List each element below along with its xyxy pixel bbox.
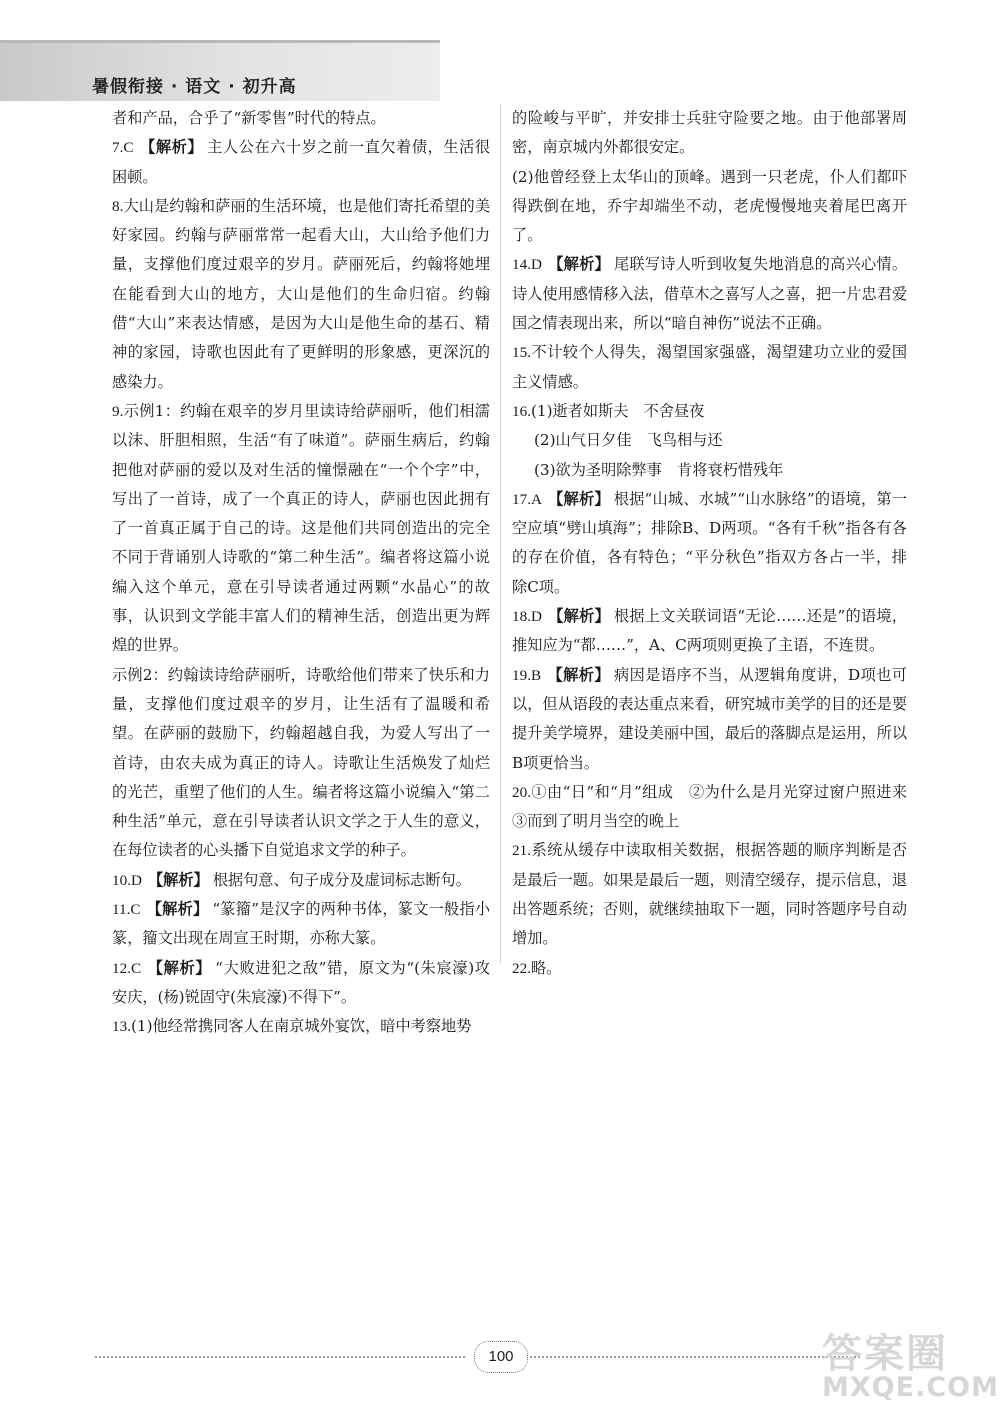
answer-item xyxy=(112,397,490,661)
answer-number: 10.D xyxy=(112,871,142,889)
footer-dotted-line xyxy=(530,1356,860,1358)
watermark-url: MXQE.COM xyxy=(822,1372,999,1403)
answer-item xyxy=(512,485,907,602)
answer-text: 系统从缓存中读取相关数据，根据答题的顺序判断是否是最后一题。如果是最后一题，则清空缓存，提示信息，退出答题系统；否则，就继续抽取下一题，同时答题序号自动增加。 xyxy=(512,841,907,948)
answer-text: “大败进犯之敌”错，原文为“(朱宸濠)攻安庆，(杨)锐固守(朱宸濠)不得下”。 xyxy=(112,958,490,1006)
answer-item xyxy=(512,397,907,426)
answer-text: (2)山气日夕佳 飞鸟相与还 xyxy=(534,431,723,450)
answer-number: 14.D xyxy=(512,256,542,274)
analysis-tag: 【解析】 xyxy=(547,607,610,626)
answer-number: 15. xyxy=(512,344,531,362)
answer-item xyxy=(512,338,907,397)
answer-text: 不计较个人得失，渴望国家强盛，渴望建功立业的爱国主义情感。 xyxy=(512,343,907,391)
answer-number: 13. xyxy=(112,1018,131,1036)
analysis-tag: 【解析】 xyxy=(147,870,209,889)
answer-item xyxy=(512,426,907,455)
answer-item xyxy=(512,954,907,983)
answer-number: 8. xyxy=(112,197,124,215)
analysis-tag: 【解析】 xyxy=(146,900,209,919)
answer-number: 17.A xyxy=(512,490,542,508)
answer-text: 根据上文关联词语“无论……还是”的语境，推知应为“都……”，A、C两项则更换了主语，不连贯。 xyxy=(512,607,907,655)
answer-text: 尾联写诗人听到收复失地消息的高兴心情。诗人使用感情移入法，借草木之喜写人之喜，把一片忠君爱国之情表现出来，所以“暗自神伤”说法不正确。 xyxy=(512,255,908,333)
watermark-text: 答案圈 xyxy=(822,1331,948,1377)
answer-number: 22. xyxy=(512,959,531,977)
answer-item xyxy=(112,661,490,866)
watermark-logo xyxy=(822,1322,999,1403)
answer-text: 示例2：约翰读诗给萨丽听，诗歌给他们带来了快乐和力量，支撑他们度过艰辛的岁月，让生活有了温暖和希望。在萨丽的鼓励下，约翰超越自我，为爱人写出了一首诗，由农夫成为真正的诗人。诗歌让生活焕发了灿烂的光芒，重塑了他们的人生。编者将这篇小说编入“第二种生活”单元，意在引导读者认识文学之于人生的意义，在每位读者的心头播下自觉追求文学的种子。 xyxy=(112,665,490,860)
answer-text: 主人公在六十岁之前一直欠着债，生活很困顿。 xyxy=(112,138,491,186)
answer-item xyxy=(512,602,907,661)
header-title: 暑假衔接 · 语文 · 初升高 xyxy=(92,77,297,97)
answer-text: 示例1：约翰在艰辛的岁月里读诗给萨丽听，他们相濡以沫、肝胆相照，生活“有了味道”。萨丽生病后，约翰把他对萨丽的爱以及对生活的憧憬融在“一个个字”中，写出了一首诗，成了一个真正的诗人，萨丽也因此拥有了一首真正属于自己的诗。这是他们共同创造出的完全不同于背诵别人诗歌的“第二种生活”。编者将这篇小说编入这个单元，意在引导读者通过两颗“水晶心”的故事，认识到文学能丰富人们的精神生活，创造出更为辉煌的世界。 xyxy=(112,401,490,655)
analysis-tag: 【解析】 xyxy=(547,255,610,274)
answer-item xyxy=(112,104,490,133)
analysis-tag: 【解析】 xyxy=(147,958,212,977)
analysis-tag: 【解析】 xyxy=(547,489,610,508)
answer-number: 16. xyxy=(512,402,531,420)
left-column xyxy=(112,104,490,1042)
answer-text: 大山是约翰和萨丽的生活环境，也是他们寄托希望的美好家园。约翰与萨丽常常一起看大山，大山给予他们力量，支撑他们度过艰辛的岁月。萨丽死后，约翰将她埋在能看到大山的地方，大山是他们的生命归宿。约翰借“大山”来表达情感，是因为大山是他生命的基石、精神的家园，诗歌也因此有了更鲜明的形象感，更深沉的感染力。 xyxy=(112,196,490,391)
answer-text: 根据句意、句子成分及虚词标志断句。 xyxy=(212,870,471,889)
answer-text: 根据“山城、水城”“山水脉络”的语境，第一空应填“劈山填海”；排除B、D两项。“各有千秋”指各有各的存在价值，各有特色；“平分秋色”指双方各占一半，排除C项。 xyxy=(512,489,908,596)
answer-item xyxy=(112,133,490,192)
answer-item xyxy=(112,866,490,895)
analysis-tag: 【解析】 xyxy=(139,138,204,157)
answer-number: 7.C xyxy=(112,139,134,157)
answer-text: ①由“日”和“月”组成 ②为什么是月光穿过窗户照进来 ③而到了明月当空的晚上 xyxy=(512,782,923,831)
answer-text: “篆籀”是汉字的两种书体，篆文一般指小篆，籀文出现在周宣王时期，亦称大篆。 xyxy=(112,900,491,948)
answer-text: (2)他曾经登上太华山的顶峰。遇到一只老虎，仆人们都吓得跌倒在地，乔宇却端坐不动，老虎慢慢地夹着尾巴离开了。 xyxy=(512,167,907,245)
footer-dotted-line xyxy=(95,1356,465,1358)
answer-item xyxy=(112,895,490,954)
page-number: 100 xyxy=(474,1341,528,1373)
answer-text: (1)他经常携同客人在南京城外宴饮，暗中考察地势 xyxy=(130,1017,472,1036)
answer-text: 病因是语序不当，从逻辑角度讲，D项也可以，但从语段的表达重点来看，研究城市美学的目的还是要提升美学境界，建设美丽中国，最后的落脚点是运用，所以B项更恰当。 xyxy=(512,665,908,772)
answer-item xyxy=(512,456,907,485)
answer-item xyxy=(512,104,907,163)
answer-number: 9. xyxy=(112,402,124,420)
answer-text: (1)逝者如斯夫 不舍昼夜 xyxy=(530,401,705,420)
answer-item xyxy=(112,1012,490,1041)
answer-text: (3)欲为圣明除弊事 肯将衰朽惜残年 xyxy=(534,460,784,479)
answer-item xyxy=(512,163,907,251)
answer-number: 21. xyxy=(512,842,531,860)
answer-number: 19.B xyxy=(512,666,542,684)
answer-item xyxy=(512,250,907,338)
answer-number: 20. xyxy=(512,783,531,801)
answer-text: 略。 xyxy=(530,958,562,977)
answer-text: 者和产品，合乎了“新零售”时代的特点。 xyxy=(112,109,386,127)
answer-item xyxy=(112,954,490,1013)
right-column xyxy=(512,104,923,983)
answer-item xyxy=(512,661,907,778)
answer-item xyxy=(512,836,907,953)
analysis-tag: 【解析】 xyxy=(547,665,610,684)
column-divider xyxy=(500,104,501,964)
answer-item xyxy=(112,192,490,397)
answer-number: 12.C xyxy=(112,959,142,977)
answer-number: 11.C xyxy=(112,901,141,919)
answer-item xyxy=(512,778,923,837)
answer-number: 18.D xyxy=(512,608,542,626)
answer-text: 的险峻与平旷，并安排士兵驻守险要之地。由于他部署周密，南京城内外都很安定。 xyxy=(512,109,907,157)
